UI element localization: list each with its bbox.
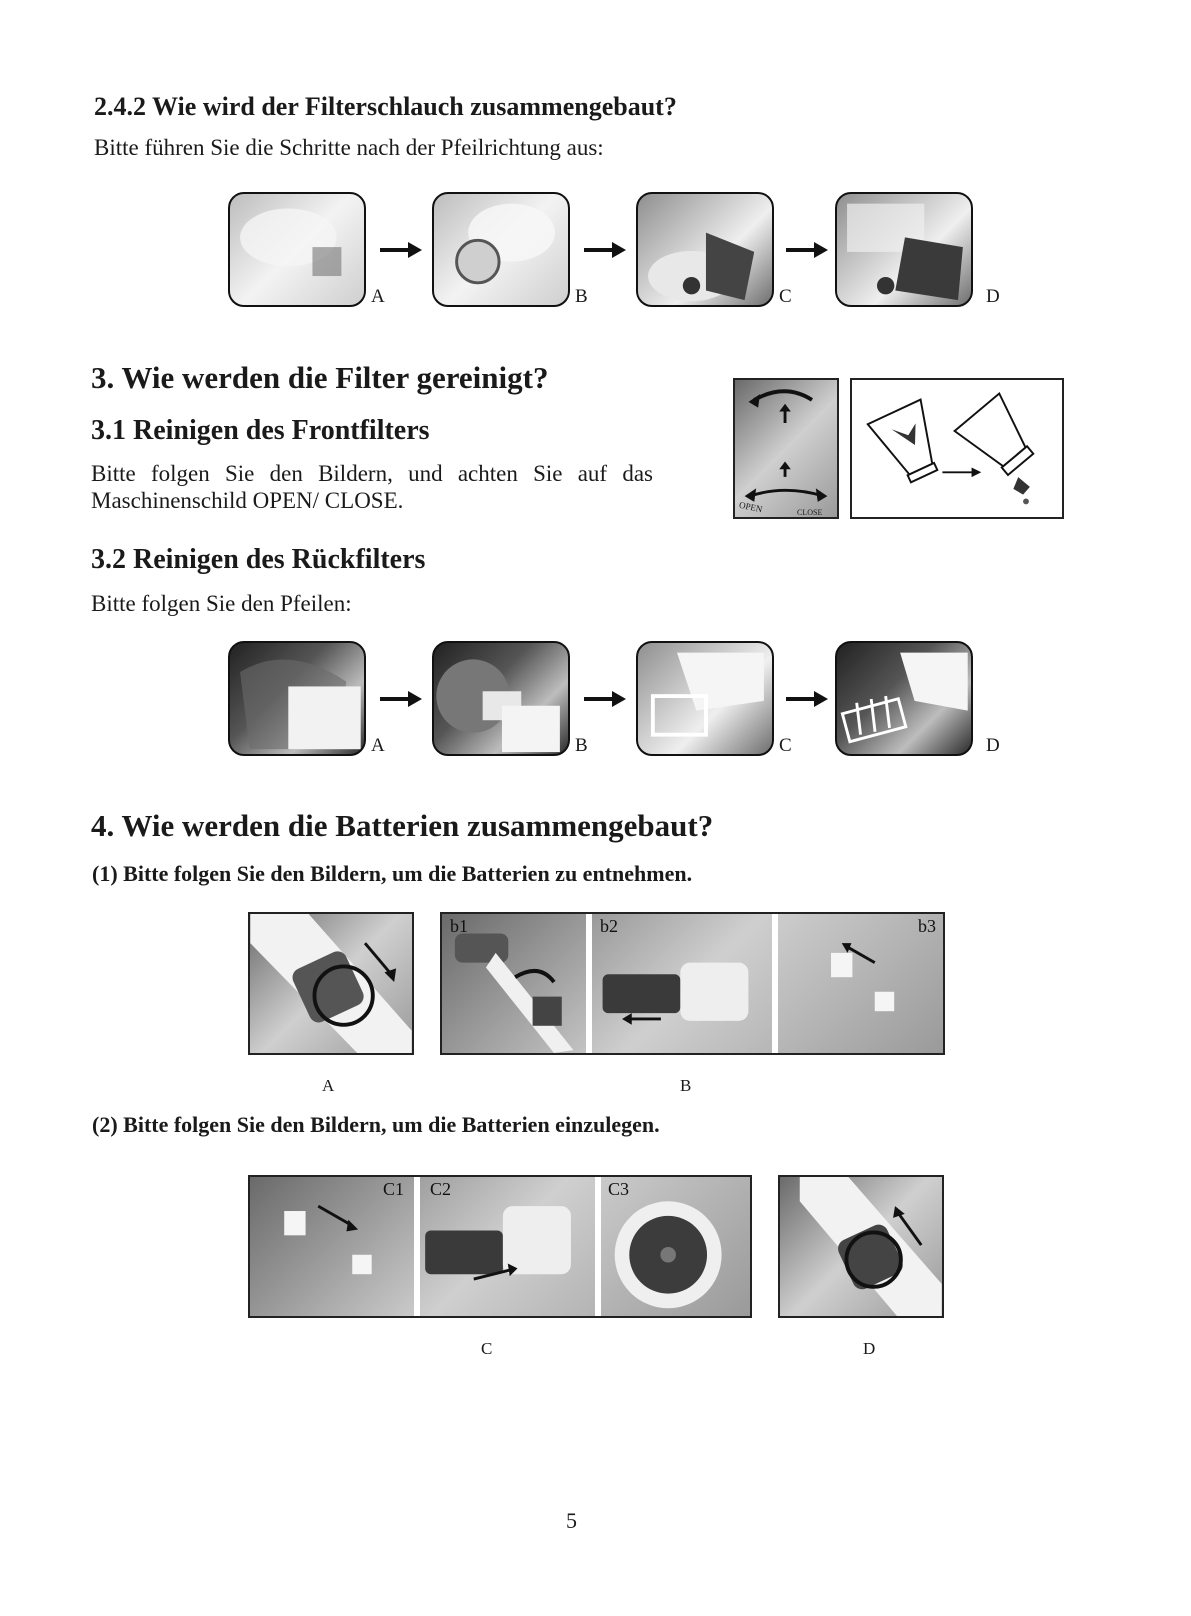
subsection-heading-31: 3.1 Reinigen des Frontfilters [91,415,430,446]
sub-label-b1: b1 [450,916,468,936]
rear-step-photo-a [228,641,366,756]
close-label: CLOSE [797,508,823,517]
subsection-heading-32: 3.2 Reinigen des Rückfilters [91,544,426,575]
section-heading-4: 4. Wie werden die Batterien zusammengebaut? [91,808,714,843]
section-heading-3: 3. Wie werden die Filter gereinigt? [91,360,549,395]
rear-step-label-c: C [779,735,792,756]
rear-step-label-d: D [986,735,1000,756]
front-filter-open-close-photo [733,378,839,519]
rear-step-photo-d [835,641,973,756]
section-heading-242: 2.4.2 Wie wird der Filterschlauch zusammengebaut? [94,92,677,121]
step-photo-d [835,192,973,307]
photo-divider [595,1177,601,1316]
arrow-right-icon [582,240,628,260]
sub-label-b2: b2 [600,916,618,936]
step-label-b: B [575,286,588,307]
rear-step-photo-c [636,641,774,756]
subsection-text-32: Bitte folgen Sie den Pfeilen: [91,591,352,616]
battery-remove-caption-a: A [322,1076,335,1095]
battery-remove-photo-b [440,912,945,1055]
photo-divider [414,1177,420,1316]
arrow-right-icon [378,689,424,709]
rear-step-photo-b [432,641,570,756]
sub-label-c1: C1 [383,1179,405,1199]
step-photo-c [636,192,774,307]
battery-remove-instruction: (1) Bitte folgen Sie den Bildern, um die Batterien zu entnehmen. [92,861,693,886]
step-label-a: A [371,286,385,307]
subsection-text-31-line2: Maschinenschild OPEN/ CLOSE. [91,488,404,513]
arrow-right-icon [784,240,830,260]
rear-step-label-b: B [575,735,588,756]
battery-insert-photo-d [778,1175,944,1318]
arrow-right-icon [784,689,830,709]
battery-insert-caption-d: D [863,1339,876,1358]
battery-insert-instruction: (2) Bitte folgen Sie den Bildern, um die Batterien einzulegen. [92,1112,660,1137]
arrow-right-icon [378,240,424,260]
battery-insert-photo-c [248,1175,752,1318]
sub-label-c3: C3 [608,1179,630,1199]
subsection-text-31-line1: Bitte folgen Sie den Bildern, und achten Sie auf das [91,461,653,486]
step-photo-a [228,192,366,307]
step-label-c: C [779,286,792,307]
rear-step-label-a: A [371,735,385,756]
step-label-d: D [986,286,1000,307]
battery-remove-photo-a [248,912,414,1055]
front-filter-emptying-diagram [850,378,1064,519]
photo-divider [772,914,778,1053]
battery-insert-caption-c: C [481,1339,493,1358]
step-photo-b [432,192,570,307]
open-label: OPEN [738,499,764,515]
sub-label-c2: C2 [430,1179,452,1199]
section-intro-242: Bitte führen Sie die Schritte nach der Pfeilrichtung aus: [94,135,604,160]
sub-label-b3: b3 [918,916,936,936]
photo-divider [586,914,592,1053]
page-number: 5 [566,1508,577,1533]
arrow-right-icon [582,689,628,709]
battery-remove-caption-b: B [680,1076,692,1095]
